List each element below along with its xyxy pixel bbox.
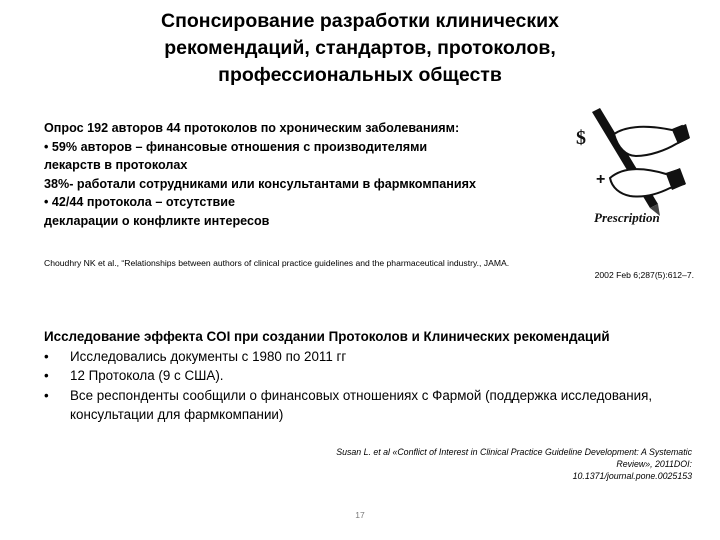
bullet-dot: • xyxy=(44,387,49,403)
illustration-caption: Prescription xyxy=(594,210,660,225)
study-bullet xyxy=(44,347,704,367)
citation-choudhry xyxy=(44,257,694,281)
dollar-sign: $ xyxy=(576,127,586,149)
survey-line: • 42/44 протокола – отсутствие xyxy=(44,195,236,210)
study-heading: Исследование эффекта COI при создании Протоколов и Клинических рекомендаций xyxy=(44,329,610,344)
study-bullet xyxy=(44,386,704,425)
survey-line: лекарств в протоколах xyxy=(44,158,188,173)
citation-line: Choudhry NK et al., “Relationships between authors of clinical practice guidelines and the pharmaceutical industry., JAMA. xyxy=(44,258,510,268)
survey-line: декларации о конфликте интересов xyxy=(44,213,270,228)
bullet-dot: • xyxy=(44,348,49,364)
plus-sign: + xyxy=(596,171,606,188)
bullet-text: 12 Протокола (9 с США). xyxy=(70,368,224,383)
survey-line: 38%- работали сотрудниками или консультантами в фармкомпаниях xyxy=(44,176,476,191)
study-bullet-list xyxy=(44,347,704,425)
title-line: рекомендаций, стандартов, протоколов, xyxy=(164,37,556,59)
citation-susan xyxy=(300,446,692,482)
bullet-dot: • xyxy=(44,368,49,383)
citation-line: 2002 Feb 6;287(5):612–7. xyxy=(594,270,694,280)
bullet-text: Все респонденты сообщили о финансовых отношениях с Фармой (поддержка исследования, консультации для фармкомпании) xyxy=(70,387,653,422)
title-line: Спонсирование разработки клинических xyxy=(161,10,559,32)
citation-line: Susan L. et al «Conflict of Interest in Clinical Practice Guideline Development: A Systematic Review», 2011DOI: xyxy=(336,447,692,469)
prescription-hands-pen-icon xyxy=(574,104,692,236)
study-bullet xyxy=(44,366,704,386)
survey-line: • 59% авторов – финансовые отношения с производителями xyxy=(44,139,428,154)
page-number: 17 xyxy=(355,510,365,520)
prescription-illustration xyxy=(574,104,692,236)
survey-line: Опрос 192 авторов 44 протоколов по хроническим заболеваниям: xyxy=(44,121,460,135)
bullet-text: Исследовались документы с 1980 по 2011 гг xyxy=(70,348,347,364)
citation-line: 10.1371/journal.pone.0025153 xyxy=(572,471,692,481)
title-line: профессиональных обществ xyxy=(218,64,502,86)
slide-title xyxy=(90,8,630,89)
survey-block xyxy=(44,119,584,231)
study-block xyxy=(44,327,704,425)
